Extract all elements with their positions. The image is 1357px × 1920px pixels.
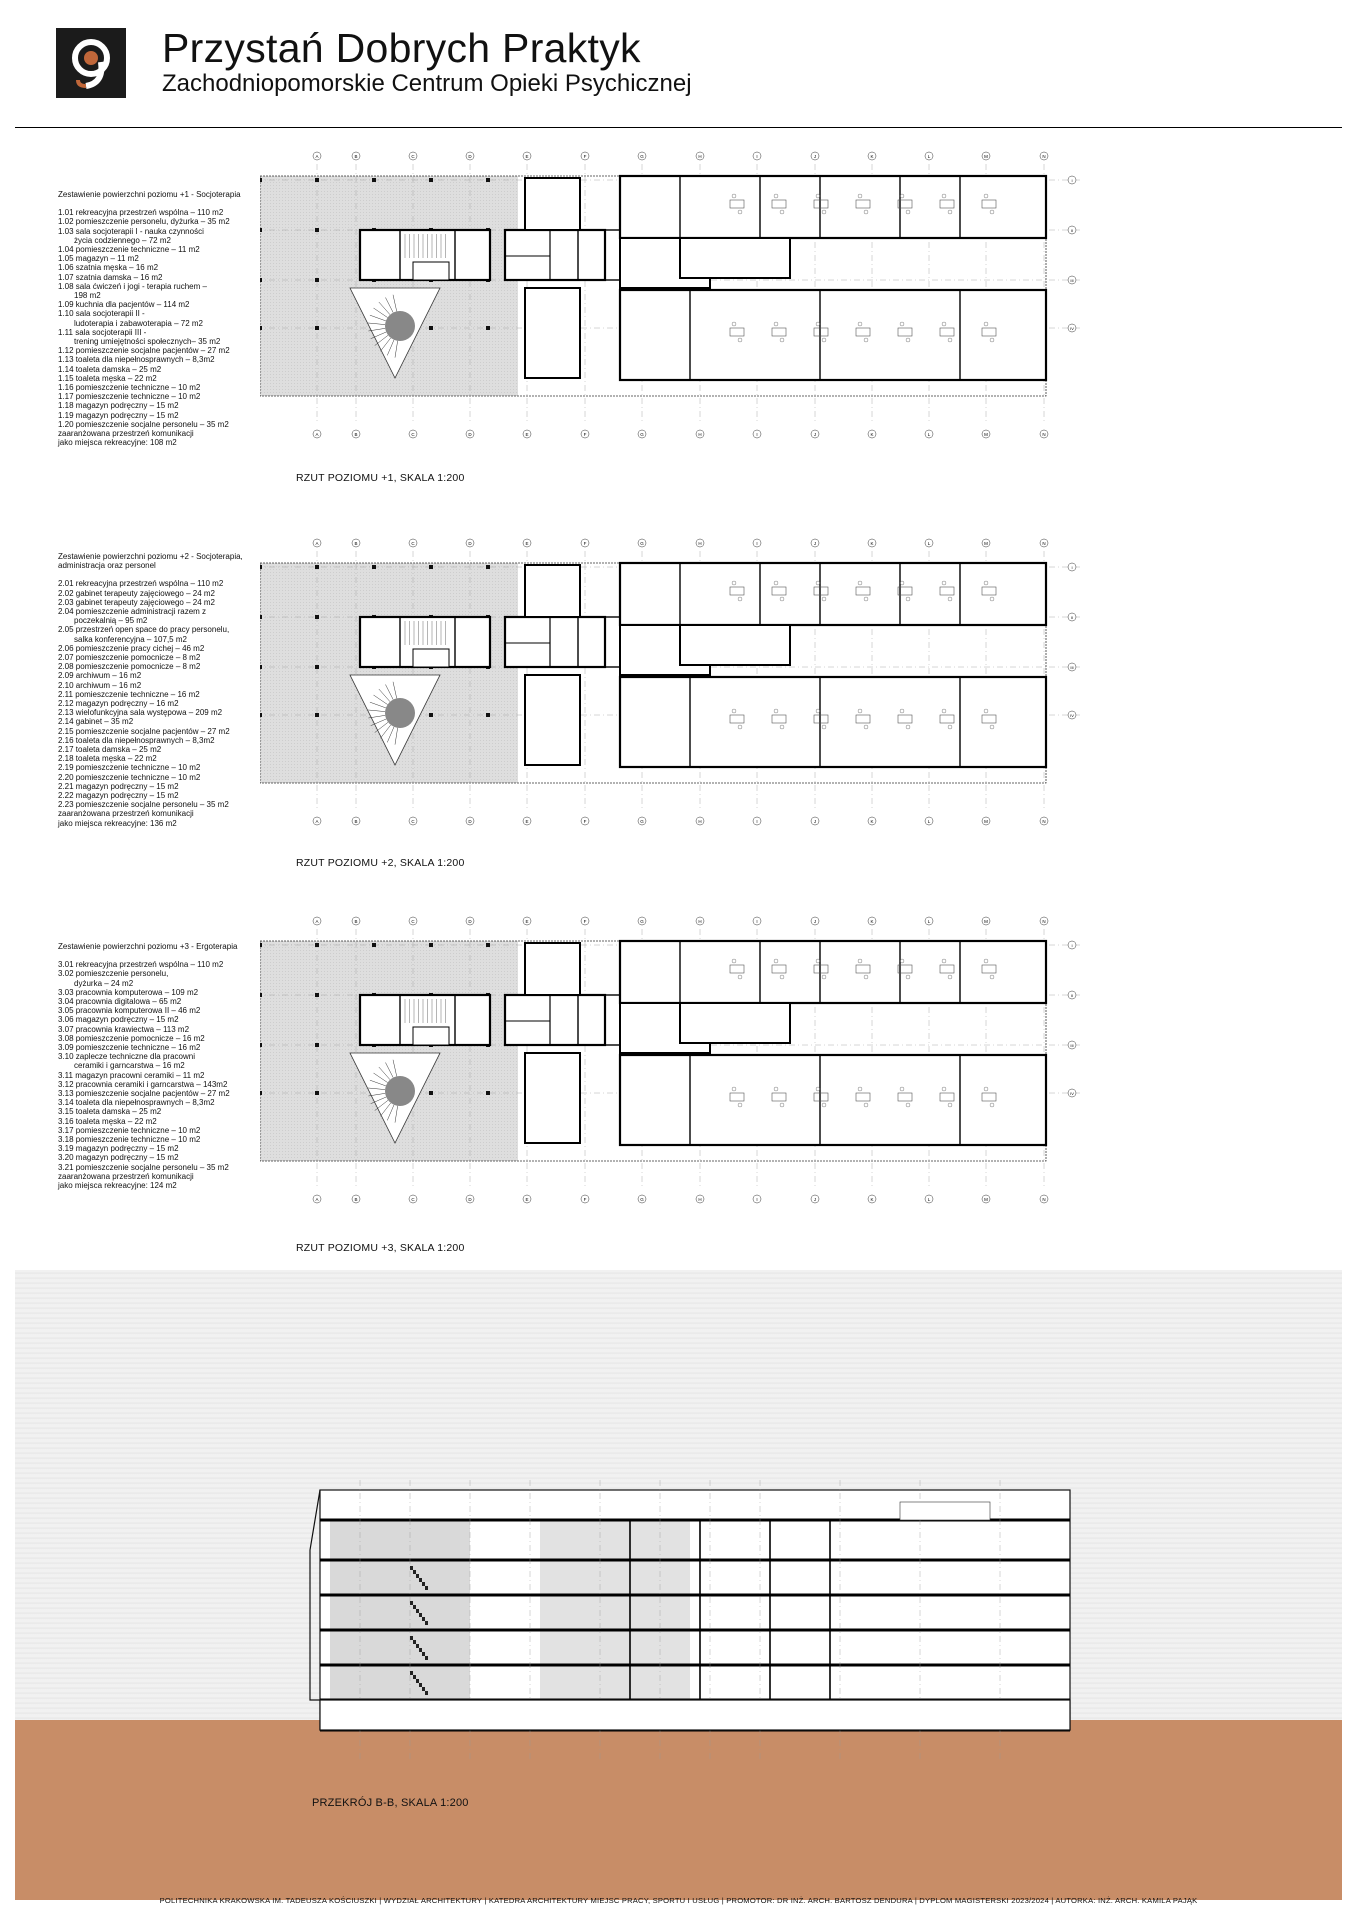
list-item: 1.09 kuchnia dla pacjentów – 114 m2 [58, 300, 190, 310]
stair-step [416, 1609, 419, 1613]
list-item: 2.20 pomieszczenie techniczne – 10 m2 [58, 772, 201, 782]
room-block [525, 675, 580, 765]
area-list-floor-2 [58, 552, 268, 828]
list-item: 3.14 toaleta dla niepełnosprawnych – 8,3m2 [58, 1098, 215, 1108]
grid-axis-label: D [468, 1197, 472, 1202]
grid-axis-label: H [698, 819, 702, 824]
grid-axis-label: D [468, 432, 472, 437]
structural-column [315, 665, 319, 669]
grid-axis-label: C [411, 154, 415, 159]
grid-axis-label: K [870, 154, 874, 159]
grid-axis-label: E [525, 432, 529, 437]
structural-column [260, 1043, 262, 1047]
structural-column [429, 178, 433, 182]
list-item: 3.07 pracownia krawiectwa – 113 m2 [58, 1024, 190, 1034]
list-item: 1.17 pomieszczenie techniczne – 10 m2 [58, 392, 201, 402]
list-item: 3.18 pomieszczenie techniczne – 10 m2 [58, 1135, 201, 1145]
list-item: 3.11 magazyn pracowni ceramiki – 11 m2 [58, 1070, 205, 1080]
grid-axis-label: A [315, 819, 319, 824]
grid-axis-label: N [1042, 154, 1046, 159]
grid-axis-label: A [315, 541, 319, 546]
list-item: 3.16 toaleta męska – 22 m2 [58, 1116, 157, 1126]
toilet-block [505, 617, 605, 667]
grid-axis-label: L [927, 819, 931, 824]
roof-edge [310, 1490, 320, 1700]
rooftop-sign [900, 1502, 990, 1520]
list-item: 2.16 toaleta dla niepełnosprawnych – 8,3m2 [58, 735, 215, 745]
grid-axis-label: N [1042, 541, 1046, 546]
grid-axis-label: H [698, 432, 702, 437]
grid-axis-label: H [698, 919, 702, 924]
grid-axis-label: I [756, 154, 758, 159]
structural-column [315, 565, 319, 569]
grid-axis-label: J [813, 154, 817, 159]
section-label: PRZEKRÓJ B-B, SKALA 1:200 [312, 1797, 469, 1809]
stair-step [422, 1617, 425, 1621]
list-item: 3.04 pracownia digitalowa – 65 m2 [58, 997, 182, 1007]
basement-level [320, 1700, 1070, 1730]
grid-row-label: IV [1070, 1091, 1074, 1096]
structural-column [260, 178, 262, 182]
grid-axis-label: J [813, 819, 817, 824]
grid-axis-label: A [315, 432, 319, 437]
room-block [680, 238, 790, 278]
lift-shaft [413, 649, 449, 667]
grid-row-label: I [1071, 565, 1073, 570]
structural-column [486, 326, 490, 330]
room-block [680, 625, 790, 665]
structural-column [260, 326, 262, 330]
list-item: 1.07 szatnia damska – 16 m2 [58, 272, 163, 282]
area-list-heading: Zestawienie powierzchni poziomu +2 - Socjoterapia, administracja oraz personel [58, 552, 243, 571]
grid-row-label: IV [1070, 713, 1074, 718]
grid-axis-label: D [468, 154, 472, 159]
logo [56, 28, 126, 98]
grid-axis-label: H [698, 154, 702, 159]
grid-row-label: III [1070, 278, 1074, 283]
structural-column [315, 278, 319, 282]
grid-axis-label: I [756, 541, 758, 546]
list-item: ceramiki i garncarstwa – 16 m2 [74, 1061, 185, 1071]
atrium-void [330, 1520, 470, 1700]
structural-column [260, 565, 262, 569]
list-item: 1.04 pomieszczenie techniczne – 11 m2 [58, 245, 200, 255]
grid-axis-label: C [411, 541, 415, 546]
grid-axis-label: E [525, 1197, 529, 1202]
structural-column [315, 993, 319, 997]
grid-axis-label: E [525, 541, 529, 546]
list-item: 1.18 magazyn podręczny – 15 m2 [58, 401, 179, 411]
list-item: 2.08 pomieszczenie pomocnicze – 8 m2 [58, 662, 201, 672]
list-item: jako miejsca rekreacyjne: 136 m2 [58, 818, 177, 828]
list-item: 2.21 magazyn podręczny – 15 m2 [58, 781, 179, 791]
structural-column [429, 565, 433, 569]
structural-column [260, 943, 262, 947]
list-item: 2.18 toaleta męska – 22 m2 [58, 754, 157, 764]
grid-axis-label: K [870, 541, 874, 546]
grid-axis-label: H [698, 541, 702, 546]
area-list-heading: Zestawienie powierzchni poziomu +1 - Socjoterapia [58, 190, 241, 199]
stair-step [410, 1636, 413, 1640]
list-item: 3.09 pomieszczenie techniczne – 16 m2 [58, 1043, 201, 1053]
list-item: 3.15 toaleta damska – 25 m2 [58, 1107, 162, 1117]
grid-axis-label: N [1042, 432, 1046, 437]
floor-plan-level-2 [260, 535, 1100, 847]
list-item: jako miejsca rekreacyjne: 108 m2 [58, 438, 177, 448]
grid-axis-label: G [640, 819, 644, 824]
list-item: 3.05 pracownia komputerowa II – 46 m2 [58, 1006, 201, 1016]
list-item: 3.03 pracownia komputerowa – 109 m2 [58, 987, 199, 997]
grid-axis-label: D [468, 919, 472, 924]
grid-axis-label: I [756, 819, 758, 824]
room-block [525, 178, 580, 230]
grid-axis-label: F [583, 919, 587, 924]
structural-column [260, 713, 262, 717]
floor-plan-level-1 [260, 148, 1100, 460]
footer-credits: POLITECHNIKA KRAKOWSKA IM. TADEUSZA KOŚCIUSZKI | WYDZIAŁ ARCHITEKTURY | KATEDRA ARCHITEKTURY MIEJSC PRACY, SPORTU I USŁUG | PROMOTOR: DR INŻ. ARCH. BARTOSZ DENDURA | DYPLOM MAGISTERSKI 2023/2024 | AUTORKA: INŻ. ARCH. KAMILA PAJĄK [159, 1896, 1198, 1905]
stair-step [416, 1574, 419, 1578]
list-item: salka konferencyjna – 107,5 m2 [74, 634, 187, 644]
list-item: 1.03 sala socjoterapii I - nauka czynności [58, 226, 204, 236]
list-item: 2.23 pomieszczenie socjalne personelu – 35 m2 [58, 800, 229, 810]
list-item: 2.10 archiwum – 16 m2 [58, 680, 142, 690]
grid-axis-label: M [984, 154, 988, 159]
grid-axis-label: E [525, 154, 529, 159]
grid-row-label: II [1070, 993, 1074, 998]
stair-step [422, 1582, 425, 1586]
stair-core [385, 311, 415, 341]
structural-column [429, 713, 433, 717]
area-list-heading: Zestawienie powierzchni poziomu +3 - Ergoterapia [58, 942, 238, 951]
list-item: 3.13 pomieszczenie socjalne pacjentów – 27 m2 [58, 1089, 230, 1099]
grid-axis-label: L [927, 541, 931, 546]
grid-axis-label: E [525, 919, 529, 924]
structural-column [260, 665, 262, 669]
list-item: 3.08 pomieszczenie pomocnicze – 16 m2 [58, 1033, 205, 1043]
grid-axis-label: C [411, 1197, 415, 1202]
grid-axis-label: L [927, 154, 931, 159]
structural-column [315, 1091, 319, 1095]
toilet-block [505, 995, 605, 1045]
grid-axis-label: F [583, 154, 587, 159]
list-item: 2.11 pomieszczenie techniczne – 16 m2 [58, 689, 200, 699]
list-item: 3.06 magazyn podręczny – 15 m2 [58, 1015, 179, 1025]
list-item: 2.03 gabinet terapeuty zajęciowego – 24 m2 [58, 597, 215, 607]
list-item: życia codziennego – 72 m2 [74, 235, 171, 245]
list-item: 3.02 pomieszczenie personelu, [58, 969, 169, 979]
lift-shaft [413, 1027, 449, 1045]
atrium-void [540, 1520, 690, 1700]
stair-step [419, 1683, 422, 1687]
structural-column [260, 278, 262, 282]
grid-axis-label: B [354, 432, 358, 437]
stair-step [419, 1578, 422, 1582]
list-item: 1.11 sala socjoterapii III - [58, 327, 147, 337]
list-item: ludoterapia i zabawoterapia – 72 m2 [74, 318, 203, 328]
grid-axis-label: G [640, 1197, 644, 1202]
grid-row-label: II [1070, 228, 1074, 233]
grid-axis-label: I [756, 432, 758, 437]
list-item: 1.19 magazyn podręczny – 15 m2 [58, 410, 179, 420]
stair-step [413, 1640, 416, 1644]
list-item: 2.17 toaleta damska – 25 m2 [58, 745, 162, 755]
grid-axis-label: M [984, 1197, 988, 1202]
list-item: 1.16 pomieszczenie techniczne – 10 m2 [58, 383, 201, 393]
stair-core [385, 698, 415, 728]
list-item: 3.19 magazyn podręczny – 15 m2 [58, 1144, 179, 1154]
list-item: zaaranżowana przestrzeń komunikacji [58, 1171, 194, 1181]
grid-axis-label: K [870, 919, 874, 924]
structural-column [486, 943, 490, 947]
list-item: 2.04 pomieszczenie administracji razem z [58, 607, 207, 617]
list-item: 2.22 magazyn podręczny – 15 m2 [58, 791, 179, 801]
stair-step [419, 1613, 422, 1617]
page-title: Przystań Dobrych Praktyk [162, 25, 641, 71]
stair-step [416, 1644, 419, 1648]
stair-step [413, 1570, 416, 1574]
room-block [525, 288, 580, 378]
list-item: 1.01 rekreacyjna przestrzeń wspólna – 110 m2 [58, 208, 224, 218]
grid-axis-label: F [583, 432, 587, 437]
grid-axis-label: A [315, 154, 319, 159]
grid-axis-label: B [354, 154, 358, 159]
structural-column [486, 178, 490, 182]
stair-step [413, 1675, 416, 1679]
room-block [525, 1053, 580, 1143]
grid-axis-label: C [411, 819, 415, 824]
grid-axis-label: I [756, 1197, 758, 1202]
room-block [525, 943, 580, 995]
grid-axis-label: B [354, 919, 358, 924]
stair-core [385, 1076, 415, 1106]
grid-axis-label: A [315, 919, 319, 924]
stair-step [425, 1621, 428, 1625]
grid-axis-label: K [870, 432, 874, 437]
grid-row-label: I [1071, 943, 1073, 948]
stair-step [410, 1601, 413, 1605]
page-subtitle: Zachodniopomorskie Centrum Opieki Psychicznej [162, 70, 692, 97]
lift-shaft [413, 262, 449, 280]
grid-axis-label: G [640, 154, 644, 159]
stair-step [410, 1566, 413, 1570]
stair-step [422, 1687, 425, 1691]
grid-axis-label: F [583, 819, 587, 824]
structural-column [315, 326, 319, 330]
stair-step [419, 1648, 422, 1652]
floor-plan-level-3 [260, 913, 1100, 1225]
grid-axis-label: J [813, 1197, 817, 1202]
structural-column [315, 228, 319, 232]
list-item: 2.06 pomieszczenie pracy cichej – 46 m2 [58, 643, 205, 653]
structural-column [429, 943, 433, 947]
grid-axis-label: J [813, 541, 817, 546]
toilet-block [505, 230, 605, 280]
list-item: dyżurka – 24 m2 [74, 978, 134, 988]
stair-step [410, 1671, 413, 1675]
grid-row-label: III [1070, 665, 1074, 670]
list-item: 3.17 pomieszczenie techniczne – 10 m2 [58, 1125, 201, 1135]
list-item: 3.10 zaplecze techniczne dla pracowni [58, 1052, 195, 1062]
list-item: 1.06 szatnia męska – 16 m2 [58, 263, 159, 273]
stair-step [425, 1656, 428, 1660]
list-item: 2.12 magazyn podręczny – 16 m2 [58, 699, 179, 709]
list-item: 198 m2 [74, 291, 101, 301]
grid-axis-label: D [468, 541, 472, 546]
list-item: 2.14 gabinet – 35 m2 [58, 717, 134, 727]
room-block [680, 1003, 790, 1043]
list-item: 2.02 gabinet terapeuty zajęciowego – 24 m2 [58, 588, 215, 598]
list-item: 2.07 pomieszczenie pomocnicze – 8 m2 [58, 653, 201, 663]
grid-axis-label: F [583, 1197, 587, 1202]
grid-axis-label: D [468, 819, 472, 824]
grid-row-label: IV [1070, 326, 1074, 331]
grid-axis-label: G [640, 919, 644, 924]
list-item: 1.10 sala socjoterapii II - [58, 309, 145, 319]
structural-column [315, 943, 319, 947]
grid-axis-label: G [640, 432, 644, 437]
list-item: 1.15 toaleta męska – 22 m2 [58, 373, 157, 383]
grid-axis-label: M [984, 819, 988, 824]
structural-column [315, 178, 319, 182]
grid-axis-label: L [927, 919, 931, 924]
stair-step [416, 1679, 419, 1683]
list-item: 3.20 magazyn podręczny – 15 m2 [58, 1153, 179, 1163]
list-item: 2.01 rekreacyjna przestrzeń wspólna – 110 m2 [58, 579, 224, 589]
structural-column [260, 1091, 262, 1095]
list-item: 2.15 pomieszczenie socjalne pacjentów – 27 m2 [58, 726, 230, 736]
list-item: 1.14 toaleta damska – 25 m2 [58, 364, 162, 374]
structural-column [315, 1043, 319, 1047]
grid-axis-label: E [525, 819, 529, 824]
grid-axis-label: N [1042, 919, 1046, 924]
section-drawing [300, 1450, 1100, 1780]
list-item: 3.01 rekreacyjna przestrzeń wspólna – 110 m2 [58, 960, 224, 970]
grid-axis-label: C [411, 919, 415, 924]
list-item: 1.20 pomieszczenie socjalne personelu – 35 m2 [58, 419, 229, 429]
structural-column [260, 993, 262, 997]
stair-step [425, 1691, 428, 1695]
grid-axis-label: N [1042, 1197, 1046, 1202]
structural-column [486, 1091, 490, 1095]
grid-axis-label: J [813, 919, 817, 924]
structural-column [372, 565, 376, 569]
structural-column [429, 1091, 433, 1095]
area-list-floor-1 [58, 190, 268, 447]
grid-axis-label: I [756, 919, 758, 924]
list-item: 3.12 pracownia ceramiki i garncarstwa – 143m2 [58, 1079, 228, 1089]
floor-plan-label: RZUT POZIOMU +1, SKALA 1:200 [296, 472, 465, 484]
structural-column [372, 943, 376, 947]
structural-column [372, 178, 376, 182]
list-item: zaaranżowana przestrzeń komunikacji [58, 429, 194, 439]
list-item: 2.13 wielofunkcyjna sala występowa – 209 m2 [58, 708, 223, 718]
grid-axis-label: B [354, 541, 358, 546]
list-item: 3.21 pomieszczenie socjalne personelu – 35 m2 [58, 1162, 229, 1172]
structural-column [260, 615, 262, 619]
structural-column [315, 713, 319, 717]
stair-step [413, 1605, 416, 1609]
grid-axis-label: M [984, 919, 988, 924]
structural-column [486, 565, 490, 569]
room-block [525, 565, 580, 617]
grid-axis-label: G [640, 541, 644, 546]
grid-axis-label: L [927, 432, 931, 437]
grid-row-label: I [1071, 178, 1073, 183]
list-item: trening umiejętności społecznych– 35 m2 [74, 337, 221, 347]
list-item: 1.13 toaleta dla niepełnosprawnych – 8,3m2 [58, 355, 215, 365]
floor-plan-label: RZUT POZIOMU +3, SKALA 1:200 [296, 1242, 465, 1254]
list-item: 1.12 pomieszczenie socjalne pacjentów – 27 m2 [58, 346, 230, 356]
grid-axis-label: H [698, 1197, 702, 1202]
list-item: poczekalnią – 95 m2 [74, 616, 148, 626]
list-item: jako miejsca rekreacyjne: 124 m2 [58, 1181, 177, 1191]
structural-column [260, 228, 262, 232]
stair-step [422, 1652, 425, 1656]
header-divider [15, 127, 1342, 128]
grid-axis-label: B [354, 819, 358, 824]
stair-step [425, 1586, 428, 1590]
grid-axis-label: L [927, 1197, 931, 1202]
list-item: 2.05 przestrzeń open space do pracy personelu, [58, 625, 230, 635]
list-item: 2.09 archiwum – 16 m2 [58, 671, 142, 681]
list-item: zaaranżowana przestrzeń komunikacji [58, 809, 194, 819]
structural-column [315, 615, 319, 619]
floor-plan-label: RZUT POZIOMU +2, SKALA 1:200 [296, 857, 465, 869]
grid-axis-label: F [583, 541, 587, 546]
grid-row-label: II [1070, 615, 1074, 620]
list-item: 1.08 sala ćwiczeń i jogi - terapia ruchem – [58, 281, 207, 291]
structural-column [429, 326, 433, 330]
structural-column [486, 713, 490, 717]
list-item: 1.05 magazyn – 11 m2 [58, 254, 139, 264]
grid-axis-label: M [984, 432, 988, 437]
grid-axis-label: K [870, 1197, 874, 1202]
list-item: 2.19 pomieszczenie techniczne – 10 m2 [58, 763, 201, 773]
area-list-floor-3 [58, 942, 268, 1190]
grid-axis-label: N [1042, 819, 1046, 824]
grid-axis-label: C [411, 432, 415, 437]
grid-axis-label: A [315, 1197, 319, 1202]
list-item: 1.02 pomieszczenie personelu, dyżurka – 35 m2 [58, 217, 230, 227]
grid-axis-label: K [870, 819, 874, 824]
grid-axis-label: B [354, 1197, 358, 1202]
grid-axis-label: M [984, 541, 988, 546]
grid-axis-label: J [813, 432, 817, 437]
grid-row-label: III [1070, 1043, 1074, 1048]
